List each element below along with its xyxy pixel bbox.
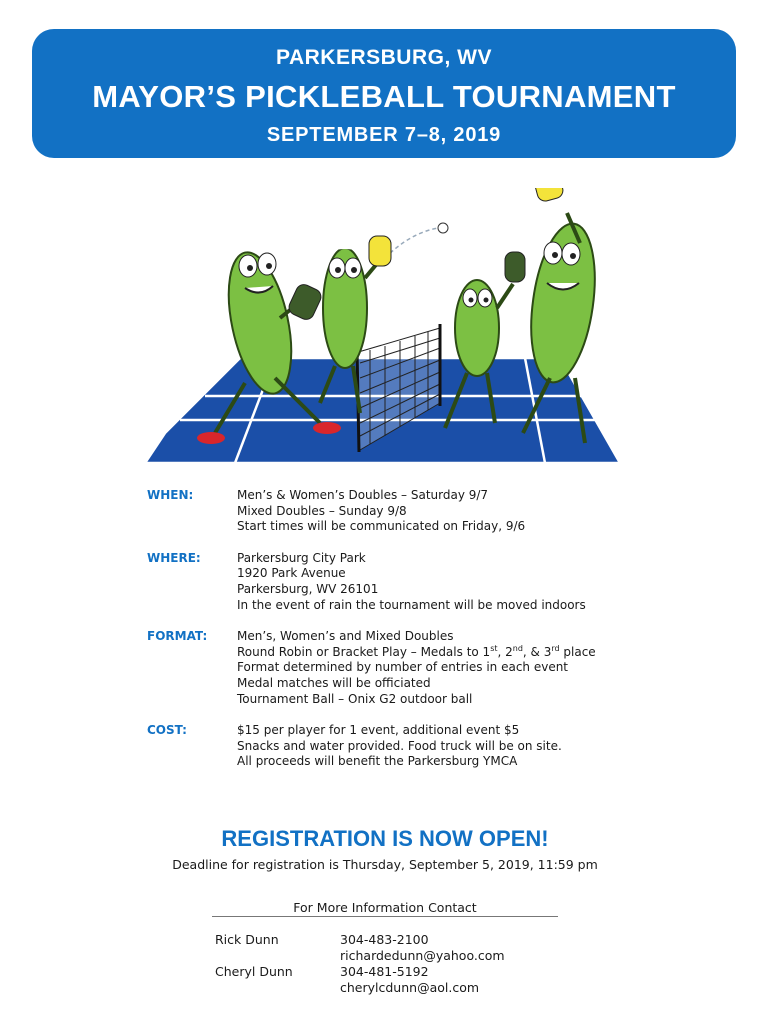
cost-line: $15 per player for 1 event, additional event $5: [237, 723, 520, 738]
where-line: In the event of rain the tournament will be moved indoors: [237, 597, 586, 612]
format-label: FORMAT:: [147, 629, 208, 644]
where-line: Parkersburg, WV 26101: [237, 581, 379, 596]
contact-email: richardedunn@yahoo.com: [340, 948, 505, 963]
where-line: Parkersburg City Park: [237, 550, 366, 565]
format-medals-line: Round Robin or Bracket Play – Medals to 1st, 2nd, & 3rd place: [237, 643, 596, 659]
when-line: Start times will be communicated on Friday, 9/6: [237, 519, 526, 534]
header-city: PARKERSBURG, WV: [276, 46, 492, 69]
divider: [212, 916, 558, 917]
registration-deadline: Deadline for registration is Thursday, September 5, 2019, 11:59 pm: [172, 857, 598, 872]
when-line: Men’s & Women’s Doubles – Saturday 9/7: [237, 488, 489, 502]
registration-heading: REGISTRATION IS NOW OPEN!: [221, 826, 549, 851]
page-title: MAYOR’S PICKLEBALL TOURNAMENT: [92, 79, 676, 114]
header-dates: SEPTEMBER 7–8, 2019: [266, 124, 502, 146]
contact-phone: 304-483-2100: [340, 932, 429, 947]
ball: [438, 223, 448, 233]
format-line: Men’s, Women’s and Mixed Doubles: [237, 629, 454, 644]
header-banner: [32, 29, 736, 158]
when-section: [147, 488, 647, 535]
contact-entry: [215, 932, 505, 964]
format-line: Tournament Ball – Onix G2 outdoor ball: [237, 691, 473, 706]
format-section: [147, 629, 647, 707]
cost-section: [147, 723, 647, 770]
contact-title: For More Information Contact: [293, 900, 477, 915]
where-section: [147, 551, 647, 613]
contact-entry: [215, 964, 505, 996]
contact-name: Rick Dunn: [215, 932, 279, 947]
format-line: Format determined by number of entries in each event: [237, 660, 569, 675]
when-line: Mixed Doubles – Sunday 9/8: [237, 503, 407, 518]
cost-line: All proceeds will benefit the Parkersburg YMCA: [237, 754, 518, 769]
contact-name: Cheryl Dunn: [215, 964, 293, 979]
pickle-players-pickleball-illustration: [145, 188, 620, 468]
cost-label: COST:: [147, 723, 187, 738]
where-line: 1920 Park Avenue: [237, 566, 346, 581]
event-details: [147, 488, 647, 770]
contact-phone: 304-481-5192: [340, 964, 429, 979]
contact-list: [215, 932, 505, 996]
where-label: WHERE:: [147, 550, 201, 565]
when-label: WHEN:: [147, 488, 194, 502]
cost-line: Snacks and water provided. Food truck will be on site.: [237, 738, 562, 753]
format-line: Medal matches will be officiated: [237, 675, 431, 690]
contact-email: cherylcdunn@aol.com: [340, 980, 480, 995]
